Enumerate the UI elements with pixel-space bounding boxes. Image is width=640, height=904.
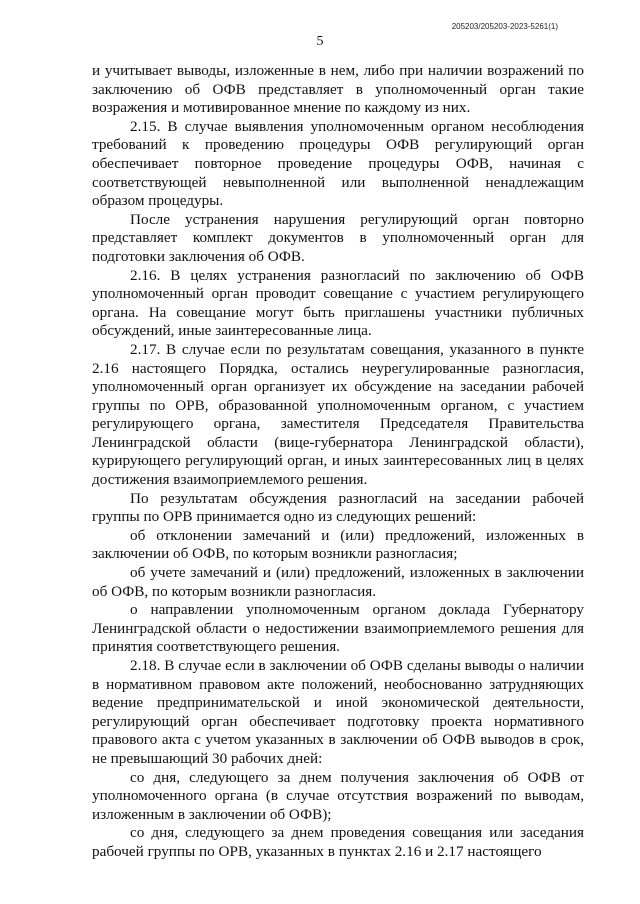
paragraph-2-18: 2.18. В случае если в заключении об ОФВ сделаны выводы о наличии в нормативном правовом акте положений, необоснованно затрудняющих ведение предпринимательской и иной экономической деятельности, регулирующий орган обеспечивает подготовку проекта нормативного правового акта с учетом указанных в заключении об ОФВ выводов в срок, не превышающий 30 рабочих дней:: [92, 657, 584, 767]
paragraph-deadline-meeting: со дня, следующего за днем проведения совещания или заседания рабочей группы по ОРВ, указанных в пунктах 2.16 и 2.17 настоящего: [92, 824, 584, 860]
paragraph-continuation: и учитывает выводы, изложенные в нем, либо при наличии возражений по заключению об ОФВ представляет в уполномоченный орган такие возражения и мотивированное мнение по каждому из них.: [92, 62, 584, 117]
paragraph-2-15: 2.15. В случае выявления уполномоченным органом несоблюдения требований к проведению процедуры ОФВ регулирующий орган обеспечивает повторное проведение процедуры ОФВ, начиная с соответствующей невыполненной или выполненной ненадлежащим образом процедуры.: [92, 117, 584, 210]
paragraph-decision-reject: об отклонении замечаний и (или) предложений, изложенных в заключении об ОФВ, по которым возникли разногласия;: [92, 526, 584, 563]
paragraph-2-16: 2.16. В целях устранения разногласий по заключению об ОФВ уполномоченный орган проводит совещание с участием регулирующего органа. На совещание могут быть приглашены участники публичных обсуждений, иные заинтересованные лица.: [92, 266, 584, 340]
page-number: 5: [316, 34, 324, 49]
paragraph-deadline-receipt: со дня, следующего за днем получения заключения об ОФВ от уполномоченного органа (в случае отсутствия возражений по выводам, изложенным в заключении об ОФВ);: [92, 768, 584, 823]
document-id: 205203/205203-2023-5261(1): [451, 22, 558, 31]
paragraph-2-17: 2.17. В случае если по результатам совещания, указанного в пункте 2.16 настоящего Порядка, остались неурегулированные разногласия, уполномоченный орган организует их обсуждение на заседании рабочей группы по ОРВ, образованной уполномоченным органом, с участием регулирующего органа, заместителя Председателя Правительства Ленинградской области (вице-губернатора Ленинградской области), курирующего регулирующий орган, и иных заинтересованных лиц в целях достижения взаимоприемлемого решения.: [92, 340, 584, 489]
paragraph-decision-accept: об учете замечаний и (или) предложений, изложенных в заключении об ОФВ, по которым возникли разногласия.: [92, 564, 584, 600]
paragraph-resubmission: После устранения нарушения регулирующий орган повторно представляет комплект документов в уполномоченный орган для подготовки заключения об ОФВ.: [92, 210, 584, 265]
paragraph-decisions-intro: По результатам обсуждения разногласий на заседании рабочей группы по ОРВ принимается одно из следующих решений:: [92, 489, 584, 526]
paragraph-decision-report: о направлении уполномоченным органом доклада Губернатору Ленинградской области о недостижении взаимоприемлемого решения для принятия соответствующего решения.: [92, 601, 584, 656]
document-body: [92, 62, 584, 862]
